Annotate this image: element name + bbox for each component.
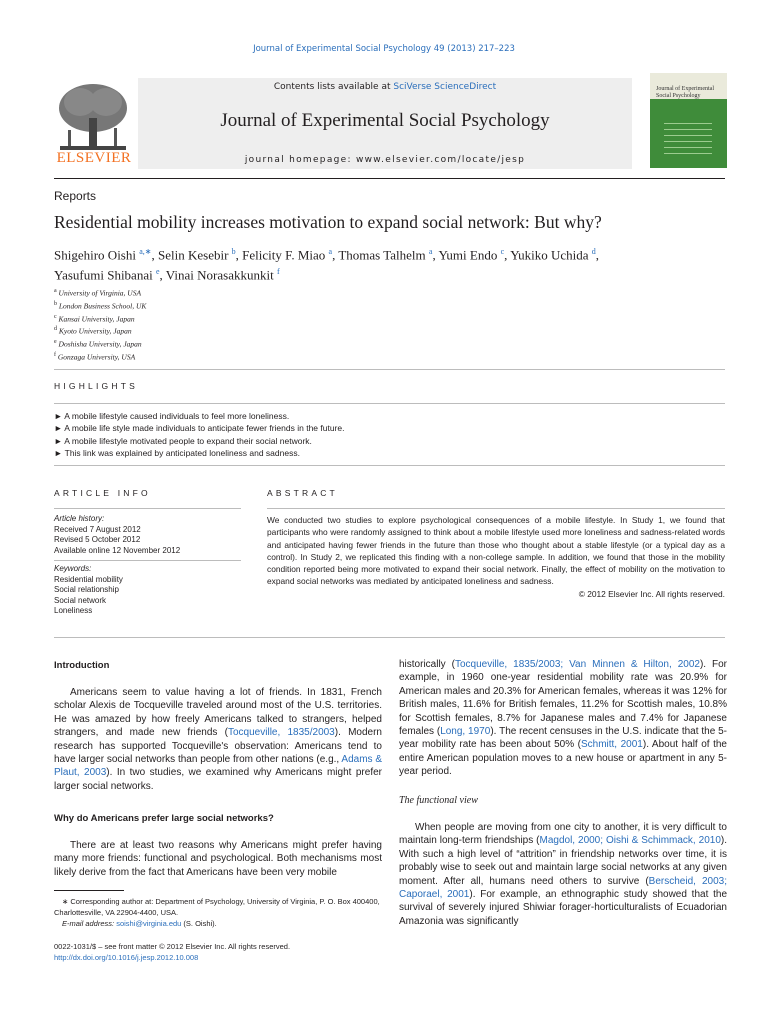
keywords-label: Keywords: (54, 564, 92, 573)
highlight-item: ► This link was explained by anticipated loneliness and sadness. (54, 447, 300, 458)
homepage-link[interactable]: www.elsevier.com/locate/jesp (355, 155, 526, 165)
affiliation-marker: d (54, 326, 57, 333)
abstract-bottom-rule (54, 637, 725, 638)
section-label: Reports (54, 189, 97, 203)
journal-citation[interactable]: Journal of Experimental Social Psychology 49 (2013) 217–223 (253, 44, 515, 54)
author-name: , Yumi Endo (432, 247, 501, 263)
abstract-rule (267, 508, 725, 509)
why-paragraph (54, 839, 382, 879)
body-text: ). For example, in 1960 one-year residential mobility rate was 20.9% for American males and 20.3% for American females, whereas it was 12% for British males, 11.6% for British females, 11.2% for Scottish males, 10.8% for Scottish females, 8.7% for Japanese males and 7.4% for Japanese females ( (399, 659, 727, 738)
keyword-item: Social relationship (54, 585, 119, 594)
body-text: historically ( (399, 659, 455, 670)
cover-title: Journal of Experimental Social Psychology (656, 86, 714, 99)
keyword-item: Residential mobility (54, 574, 123, 584)
citation-link[interactable]: Magdol, 2000; Oishi & Schimmack, 2010 (539, 835, 721, 847)
footnote-text: ∗ Corresponding author at: Department of Psychology, University of Virginia, P. O. Box 400400, Charlottesville, VA 22904-4400, USA. (54, 897, 380, 917)
keyword-item: Social network (54, 595, 107, 605)
author-affiliation-marker[interactable]: e (155, 267, 160, 277)
intro-text (54, 686, 382, 793)
citation-link[interactable]: Schmitt, 2001 (580, 739, 643, 751)
affiliation-item (54, 324, 146, 337)
body-text: ). In two studies, we examined why Americans might prefer larger social networks. (54, 767, 382, 792)
article-info-heading: ARTICLE INFO (54, 488, 151, 498)
affiliation-marker: c (54, 313, 57, 320)
affiliation-list (54, 286, 146, 363)
header-rule (54, 178, 725, 179)
keywords-list (54, 575, 234, 617)
functional-view-heading: The functional view (399, 795, 478, 806)
email-link[interactable]: soishi@virginia.edu (116, 919, 182, 928)
homepage-prefix: journal homepage: (244, 155, 356, 165)
introduction-heading: Introduction (54, 660, 110, 671)
footnote-rule (54, 890, 124, 891)
highlights-list (54, 410, 344, 459)
body-text: ). With such a high level of “attrition” in friendship networks over time, it is probably wise to seek out and maintain large social networks at any given moment. After all, humans need others to survive ( (399, 835, 727, 887)
abstract-text: We conducted two studies to explore psychological consequences of a mobile lifestyle. In Study 1, we found that participants who were randomly assigned to think about a mobile lifestyle used more loneliness and sadness-related words and anticipated having fewer friends in the future than those who thought about a stable lifestyle (or a typical day as a control). In Study 2, we replicated this finding with a non-college sample. In addition, we found that those in the mobility condition reported being more motivated to expand their social network. Finally, the effect of mobility on the motivation to expand social networks was mediated by anticipated loneliness and sadness. (267, 515, 725, 587)
email-label: E-mail address: (62, 919, 117, 928)
affiliation-item (54, 337, 146, 350)
author-name: , Thomas Talhelm (332, 247, 429, 263)
body-text: ). Modern research has supported Tocqueville's observation: Americans tend to have larger social networks than people from other nations (e.g., (54, 727, 382, 766)
citation-link[interactable]: Tocqueville, 1835/2003 (228, 727, 335, 739)
journal-cover-thumbnail (650, 73, 727, 168)
author-affiliation-marker[interactable]: c (500, 247, 505, 256)
article-info (54, 514, 234, 617)
author-name: , Selin Kesebir (151, 247, 232, 263)
abstract-body (267, 514, 725, 600)
author-affiliation-marker[interactable]: a,∗ (139, 247, 152, 256)
affiliation-text: Kyoto University, Japan (57, 326, 132, 336)
author-list (54, 243, 744, 284)
journal-title: Journal of Experimental Social Psychology (220, 110, 550, 131)
right-paragraph-1 (399, 658, 727, 779)
affiliation-marker: e (54, 339, 57, 346)
divider (54, 369, 725, 370)
issn-block (54, 941, 290, 963)
why-text: There are at least two reasons why Americans might prefer having many more friends: functional and psychological. Both mechanisms most likely derive from the fact that Americans have been very mobile (54, 840, 382, 878)
right-text-1 (399, 658, 727, 779)
author-name: Shigehiro Oishi (54, 247, 140, 263)
journal-homepage (138, 155, 632, 165)
author-name: , Vinai Norasakkunkit (159, 267, 277, 283)
author-affiliation-marker[interactable]: d (591, 247, 596, 256)
sciencedirect-link[interactable]: SciVerse ScienceDirect (393, 82, 497, 92)
affiliation-text: London Business School, UK (57, 301, 147, 311)
publisher-logo-text: ELSEVIER (56, 150, 132, 166)
highlights-bottom-rule (54, 465, 725, 466)
affiliation-item (54, 286, 146, 299)
affiliation-marker: f (54, 351, 56, 358)
affiliation-marker: b (54, 300, 57, 307)
highlight-item: ► A mobile lifestyle caused individuals to feel more loneliness. (54, 411, 290, 421)
footnote (54, 896, 382, 929)
author-affiliation-marker[interactable]: b (231, 247, 236, 256)
affiliation-item (54, 350, 146, 363)
author-affiliation-marker[interactable]: a (328, 247, 333, 256)
citation-link[interactable]: Berscheid, 2003; Caporael, 2001 (399, 875, 727, 901)
body-text: ). For example, an ethnographic study showed that the survival of severely injured Shiwiar forager-horticulturalists of Ecuadorian Amazonia was significantly (399, 889, 728, 927)
author-affiliation-marker[interactable]: f (276, 267, 280, 277)
article-title: Residential mobility increases motivation to expand social network: But why? (54, 212, 602, 232)
affiliation-item (54, 299, 146, 312)
history-item: Received 7 August 2012 (54, 524, 141, 534)
author-line-1 (54, 243, 744, 263)
doi-link[interactable]: http://dx.doi.org/10.1016/j.jesp.2012.10.008 (54, 953, 199, 962)
highlights-heading: HIGHLIGHTS (54, 381, 138, 391)
keywords-rule (54, 560, 241, 561)
affiliation-text: University of Virginia, USA (56, 288, 142, 298)
contents-prefix: Contents lists available at (273, 82, 394, 92)
affiliation-text: Doshisha University, Japan (56, 339, 142, 349)
body-text: ). About half of the entire American population moves to a new house or apartment in any 5-year period. (399, 739, 727, 778)
author-name: , (595, 247, 600, 263)
right-paragraph-2 (399, 821, 727, 928)
author-name: , Felicity F. Miao (235, 247, 329, 263)
keyword-item: Loneliness (54, 606, 93, 615)
highlights-rule (54, 403, 725, 404)
author-name: , Yukiko Uchida (504, 247, 592, 263)
author-name: Yasufumi Shibanai (54, 267, 156, 283)
history-label: Article history: (54, 514, 105, 523)
body-text: When people are moving from one city to another, it is very difficult to maintain long-term friendships ( (399, 822, 727, 847)
history-item: Revised 5 October 2012 (54, 535, 141, 544)
issn-text: 0022-1031/$ – see front matter © 2012 Elsevier Inc. All rights reserved. (54, 942, 291, 951)
body-text: Americans seem to value having a lot of friends. In 1831, French scholar Alexis de Tocqueville traveled around most of the U.S. territories. He was amazed by how freely Americans talked to strangers, helped strangers, and made new friends ( (54, 687, 382, 739)
email-suffix: (S. Oishi). (181, 919, 217, 928)
author-affiliation-marker[interactable]: a (428, 247, 433, 256)
affiliation-item (54, 312, 146, 325)
body-text: ). The recent censuses in the U.S. indicate that the 5-year mobility rate has been about 50% ( (399, 726, 727, 751)
affiliation-marker: a (54, 288, 57, 294)
citation-link[interactable]: Adams & Plaut, 2003 (54, 754, 382, 779)
history-list (54, 525, 234, 557)
highlight-item: ► A mobile life style made individuals to anticipate fewer friends in the future. (54, 423, 345, 434)
info-rule (54, 508, 241, 509)
highlight-item: ► A mobile lifestyle motivated people to expand their social network. (54, 435, 312, 446)
introduction-paragraph (54, 686, 382, 793)
copyright-notice: © 2012 Elsevier Inc. All rights reserved. (578, 588, 725, 599)
author-line-2 (54, 263, 744, 283)
citation-link[interactable]: Tocqueville, 1835/2003; Van Minnen & Hilton, 2002 (454, 659, 700, 670)
why-heading: Why do Americans prefer large social networks? (54, 813, 274, 824)
affiliation-text: Kansai University, Japan (56, 314, 135, 324)
citation-link[interactable]: Long, 1970 (440, 726, 491, 738)
right-text-2 (399, 821, 727, 928)
affiliation-text: Gonzaga University, USA (56, 352, 136, 362)
contents-availability (138, 82, 632, 92)
abstract-heading: ABSTRACT (267, 488, 338, 498)
history-item: Available online 12 November 2012 (54, 545, 181, 555)
